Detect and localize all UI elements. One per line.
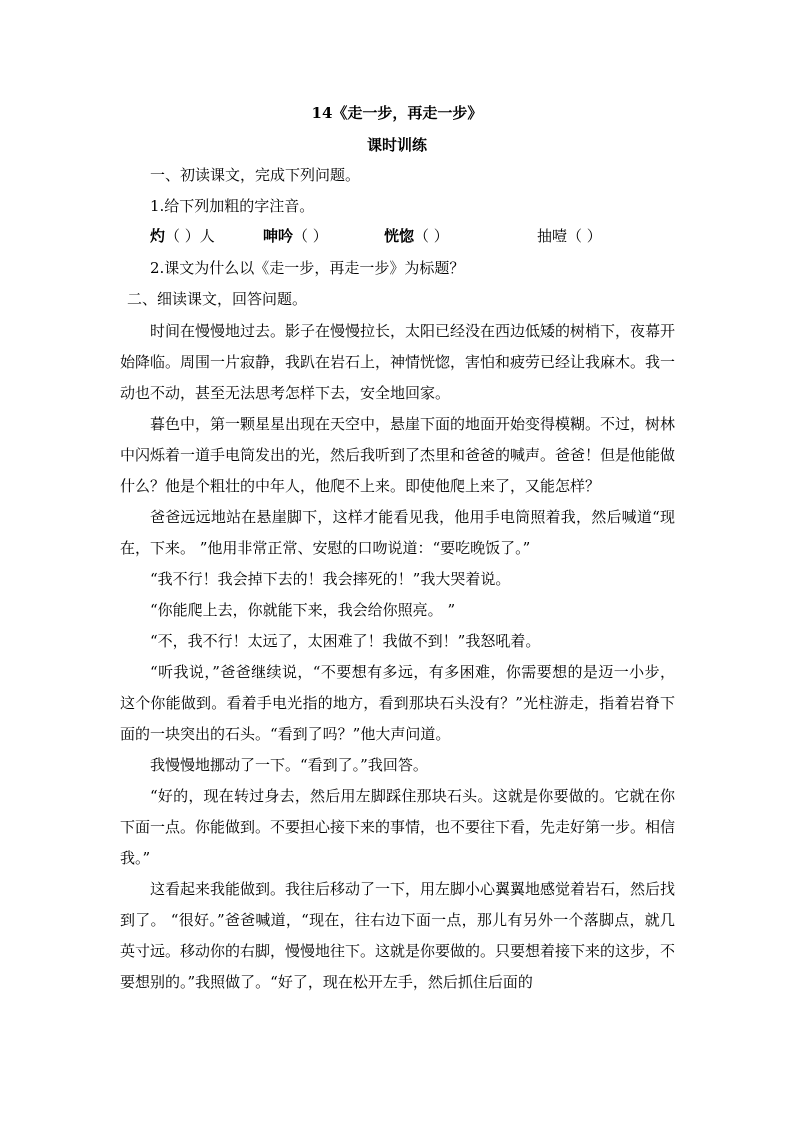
paragraph: “不，我不行！太远了，太困难了！我做不到！”我怒吼着。 <box>150 632 541 650</box>
pinyin-blank: （ ）人 <box>165 227 215 245</box>
document-subtitle: 课时训练 <box>366 136 427 154</box>
paragraph: “好的，现在转过身去，然后用左脚踩住那块石头。这就是你要做的。它就在你下面一点。你能做到。不要担心接下来的事情，也不要往下看，先走好第一步。相信我。” <box>120 787 676 867</box>
section1-heading: 一、初读课文，完成下列问题。 <box>150 166 361 184</box>
paragraph: “我不行！我会掉下去的！我会摔死的！”我大哭着说。 <box>150 570 511 588</box>
pinyin-blank: （ ） <box>293 227 328 245</box>
passage <box>120 316 675 998</box>
pinyin-item-3 <box>384 224 449 248</box>
paragraph: “听我说，”爸爸继续说，“不要想有多远，有多困难，你需要想的是迈一小步，这个你能做到。看着手电光指的地方，看到那块石头没有？”光柱游走，指着岩脊下面的一块突出的石头。“看到了吗？”他大声问道。 <box>120 663 675 743</box>
section2-heading: 二、细读课文，回答问题。 <box>127 290 308 308</box>
pinyin-item-2 <box>263 224 328 248</box>
bold-word: 呻吟 <box>263 227 294 245</box>
pinyin-item-1 <box>150 224 215 248</box>
paragraph: 暮色中，第一颗星星出现在天空中，悬崖下面的地面开始变得模糊。不过，树林中闪烁着一道手电筒发出的光，然后我听到了杰里和爸爸的喊声。爸爸！但是他能做什么？他是个粗壮的中年人，他爬不上来。即使他爬上来了，又能怎样？ <box>120 415 676 495</box>
question-1: 1.给下列加粗的字注音。 <box>150 197 315 215</box>
document-title: 14《走一步，再走一步》 <box>311 104 483 122</box>
paragraph: “你能爬上去，你就能下来，我会给你照亮。 ” <box>150 601 456 619</box>
pinyin-blank: （ ） <box>414 227 449 245</box>
bold-word: 恍惚 <box>384 227 415 245</box>
pinyin-exercise-row <box>150 224 630 248</box>
bold-word: 灼 <box>150 227 166 245</box>
paragraph: 时间在慢慢地过去。影子在慢慢拉长，太阳已经没在西边低矮的树梢下，夜幕开始降临。周围一片寂静，我趴在岩石上，神情恍惚，害怕和疲劳已经让我麻木。我一动也不动，甚至无法思考怎样下去，安全地回家。 <box>120 322 676 402</box>
paragraph: 爸爸远远地站在悬崖脚下，这样才能看见我，他用手电筒照着我，然后喊道“现在，下来。 ”他用非常正常、安慰的口吻说道：“要吃晚饭了。” <box>120 508 675 557</box>
paragraph: 我慢慢地挪动了一下。“看到了。”我回答。 <box>150 756 428 774</box>
question-2: 2.课文为什么以《走一步，再走一步》为标题？ <box>150 259 465 277</box>
paragraph: 这看起来我能做到。我往后移动了一下，用左脚小心翼翼地感觉着岩石，然后找到了。 “很好。”爸爸喊道，“现在，往右边下面一点，那儿有另外一个落脚点，就几英寸远。移动你的右脚，慢慢地往下。这就是你要做的。只要想着接下来的这步，不要想别的。”我照做了。“好了，现在松开左手，然后抓住后面的 <box>120 880 676 991</box>
pinyin-item-4: 抽噎（ ） <box>537 227 602 245</box>
